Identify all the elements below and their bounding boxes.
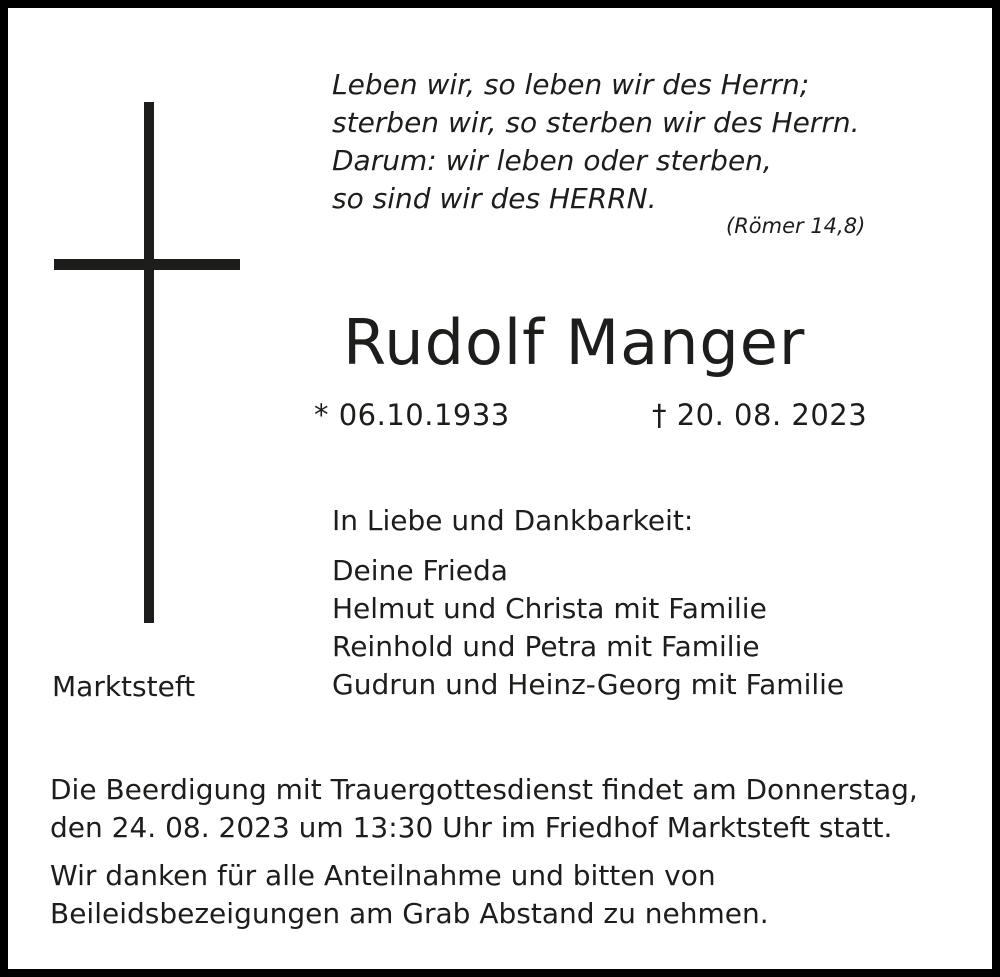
funeral-line-1: Die Beerdigung mit Trauergottesdienst findet am Donnerstag, xyxy=(50,773,918,806)
thanks-line-1: Wir danken für alle Anteilnahme und bitten von xyxy=(50,859,716,892)
verse-reference: (Römer 14,8) xyxy=(726,214,866,238)
death-date: † 20. 08. 2023 xyxy=(652,398,868,432)
thanks-line-2: Beileidsbezeigungen am Grab Abstand zu nehmen. xyxy=(50,897,769,930)
birth-date: * 06.10.1933 xyxy=(314,398,510,432)
thanks-note xyxy=(50,857,769,933)
funeral-announcement xyxy=(50,771,918,847)
family-member: Deine Frieda xyxy=(332,554,508,587)
deceased-name: Rudolf Manger xyxy=(343,306,806,379)
obituary-notice xyxy=(8,8,992,969)
place-name: Marktsteft xyxy=(52,670,196,703)
verse-block xyxy=(332,66,859,218)
family-list xyxy=(332,552,844,704)
verse-line-1: Leben wir, so leben wir des Herrn; xyxy=(332,68,810,101)
family-intro: In Liebe und Dankbarkeit: xyxy=(332,504,694,537)
family-member: Helmut und Christa mit Familie xyxy=(332,592,767,625)
family-member: Reinhold und Petra mit Familie xyxy=(332,630,760,663)
verse-line-4: so sind wir des HERRN. xyxy=(332,182,657,215)
family-member: Gudrun und Heinz-Georg mit Familie xyxy=(332,668,845,701)
funeral-line-2: den 24. 08. 2023 um 13:30 Uhr im Friedhof Marktsteft statt. xyxy=(50,811,893,844)
verse-line-3: Darum: wir leben oder sterben, xyxy=(332,144,772,177)
verse-line-2: sterben wir, so sterben wir des Herrn. xyxy=(332,106,860,139)
